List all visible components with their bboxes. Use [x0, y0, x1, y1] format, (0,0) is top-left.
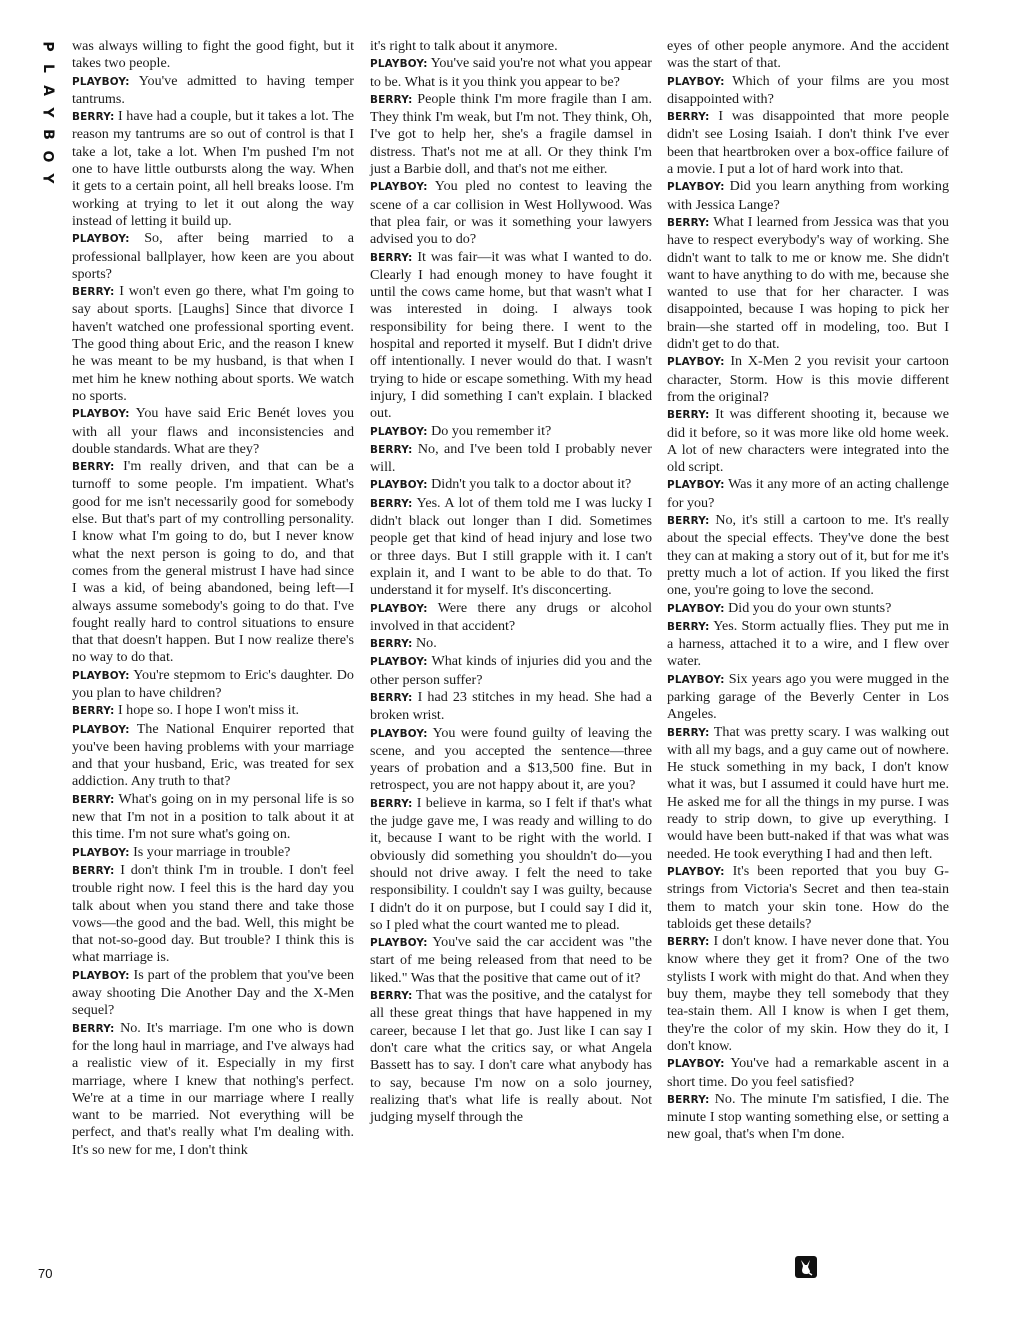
text-column-3	[667, 38, 949, 1144]
speaker-label: PLAYBOY:	[72, 669, 130, 682]
paragraph-text: You've said you're not what you appear to be. What is it you think you appear to be?	[370, 55, 652, 90]
paragraph-text: Were there any drugs or alcohol involved in that accident?	[370, 599, 652, 634]
paragraph-text: You've had a remarkable ascent in a short time. Do you feel satisfied?	[667, 1055, 949, 1090]
speaker-label: PLAYBOY:	[667, 673, 725, 686]
speaker-label: PLAYBOY:	[370, 479, 428, 492]
paragraph-text: That was pretty scary. I was walking out with all my bags, and a guy came out of nowhere. He stuck something in my back, I don't know what it was, but I assumed it could have hurt me. He asked me for all the things in my purse. I was ready to strip down, to give up everything. I would have been butt-naked if that was what was needed. He took everything I had and then left.	[667, 723, 949, 862]
paragraph-text: I have had a couple, but it takes a lot. The reason my tantrums are so out of control is that I take a lot, take a lot. When I'm pushed I'm not one to have little outbursts along the way. When it gets to a certain point, all hell breaks loose. I'm working at trying to let it out along the way instead of letting it build up.	[72, 108, 354, 229]
paragraph-text: So, after being married to a professional ballplayer, how keen are you about sports?	[72, 230, 354, 282]
paragraph-text: What kinds of injuries did you and the other person suffer?	[370, 653, 652, 688]
paragraph-text: Six years ago you were mugged in the parking garage of the Beverly Center in Los Angeles.	[667, 670, 949, 723]
interview-paragraph	[370, 38, 652, 55]
paragraph-text: You've said the car accident was "the start of me being released from that need to be liked." Was that the positive that came out of it?	[370, 934, 652, 986]
interview-paragraph	[370, 635, 652, 653]
interview-paragraph	[370, 653, 652, 689]
interview-paragraph	[72, 73, 354, 109]
paragraph-text: I had 23 stitches in my head. She had a broken wrist.	[370, 688, 653, 724]
spine-letter: O	[39, 150, 56, 163]
paragraph-text: It's been reported that you buy G-strings from Victoria's Secret and then tea-stain them to match your skin tone. How do the tabloids get these details?	[667, 862, 949, 932]
speaker-label: BERRY:	[72, 286, 115, 299]
speaker-label: BERRY:	[370, 251, 413, 264]
paragraph-text: I don't know. I have never done that. You know where they get it from? One of the two stylists I work with might do that. And when they buy them, maybe they tell somebody that they tea-stain them. All I know is when I get them, they're the color of my skin. How they do it, I don't know.	[667, 933, 949, 1054]
paragraph-text: No, and I've been told I probably never will.	[370, 440, 652, 476]
paragraph-text: Is your marriage in trouble?	[133, 843, 291, 860]
speaker-label: PLAYBOY:	[667, 181, 725, 194]
speaker-label: BERRY:	[667, 111, 710, 124]
interview-paragraph	[72, 458, 354, 667]
paragraph-text: What I learned from Jessica was that you have to respect everybody's way of working. She didn't want to talk to me or know me. She didn't want to have anything to do with me, because she wanted to use that for her character. I was disappointed, because I was hoping to pick her brain—she started off in modeling, too. But I didn't get to do that.	[667, 213, 949, 353]
spine-letter: A	[39, 85, 56, 96]
paragraph-text: People think I'm more fragile than I am. They think I'm weak, but I'm not. They think, Oh, I've got to help her, she's a fragile damsel in distress. That's not me at all. Or they think I'm just a Barbie doll, and that's not me either.	[370, 90, 652, 178]
paragraph-text: I hope so. I hope I won't miss it.	[117, 702, 300, 719]
interview-paragraph	[72, 230, 354, 283]
interview-paragraph	[370, 689, 652, 725]
paragraph-text: You pled no contest to leaving the scene of a car collision in West Hollywood. Was that plea fair, or was it something your lawyers advised you to do?	[370, 178, 652, 248]
speaker-label: PLAYBOY:	[72, 723, 130, 736]
speaker-label: PLAYBOY:	[370, 727, 428, 740]
interview-paragraph	[72, 791, 354, 844]
paragraph-text: Was it any more of an acting challenge for you?	[667, 476, 949, 511]
paragraph-text: It was different shooting it, because we did it before, so it was more like old home week. A lot of new characters were integrated into the old script.	[667, 406, 950, 476]
paragraph-text: Yes. Storm actually flies. They put me in a harness, attached it to a wire, and I flew over water.	[667, 617, 949, 670]
speaker-label: BERRY:	[370, 691, 413, 704]
speaker-label: BERRY:	[370, 497, 413, 510]
interview-paragraph	[667, 724, 949, 863]
speaker-label: BERRY:	[370, 443, 413, 456]
spine-letter: Y	[39, 173, 56, 184]
speaker-label: BERRY:	[667, 515, 710, 528]
interview-paragraph	[667, 1055, 949, 1091]
interview-paragraph	[72, 721, 354, 791]
interview-paragraph	[370, 249, 652, 423]
paragraph-text: It was fair—it was what I wanted to do. Clearly I had enough money to have fought it until the cows came home, but that wasn't what I was interested in doing. I always took responsibility for being there. I went to the hospital and reported it myself. But I didn't drive off intentionally. I never would do that. I wasn't trying to hide or escape something. With my head injury, I did something I can't explain. I blacked out.	[370, 248, 652, 422]
speaker-label: BERRY:	[667, 409, 710, 422]
speaker-label: PLAYBOY:	[667, 75, 725, 88]
paragraph-text: No. It's marriage. I'm one who is down for the long haul in marriage, and I've always had a realistic view of it. Especially in my first marriage, where I knew that nothing's perfect. We're at a time in our marriage where I really want to be married. Not everything will be perfect, and that's really what I'm dealing with. It's so new for me, I don't think	[72, 1019, 354, 1158]
interview-paragraph	[72, 844, 354, 862]
paragraph-text: eyes of other people anymore. And the accident was the start of that.	[667, 38, 949, 72]
interview-paragraph	[667, 178, 949, 214]
paragraph-text: No. The minute I'm satisfied, I die. The minute I stop wanting something else, or setting a new goal, that's when I'm done.	[667, 1090, 949, 1143]
interview-paragraph	[370, 725, 652, 795]
paragraph-text: I was disappointed that more people didn't see Losing Isaiah. I don't think I've ever been that heartbroken over a box-office failure of a movie. I put a lot of hard work into that.	[667, 108, 949, 178]
speaker-label: PLAYBOY:	[72, 846, 130, 859]
speaker-label: PLAYBOY:	[370, 58, 428, 71]
speaker-label: BERRY:	[72, 705, 115, 718]
spine-letter: B	[39, 129, 56, 140]
spine-letter: P	[39, 41, 56, 52]
spine-letter: L	[39, 64, 56, 73]
interview-paragraph	[667, 671, 949, 724]
interview-paragraph	[370, 441, 652, 477]
speaker-label: BERRY:	[72, 864, 115, 877]
interview-paragraph	[370, 495, 652, 600]
interview-paragraph	[667, 406, 949, 476]
paragraph-text: Do you remember it?	[431, 422, 552, 439]
paragraph-text: it's right to talk about it anymore.	[370, 38, 558, 54]
speaker-label: BERRY:	[667, 620, 710, 633]
speaker-label: BERRY:	[72, 461, 115, 474]
interview-paragraph	[370, 178, 652, 248]
rabbit-head-logo-icon	[795, 1256, 817, 1278]
speaker-label: PLAYBOY:	[667, 356, 725, 369]
speaker-label: BERRY:	[370, 797, 413, 810]
speaker-label: PLAYBOY:	[370, 425, 428, 438]
speaker-label: BERRY:	[667, 1093, 710, 1106]
interview-paragraph	[72, 702, 354, 720]
paragraph-text: No, it's still a cartoon to me. It's really about the special effects. They've done the best they can at making a story out of it, but for me it's pretty much a lot of action. If you liked the first one, you're going to love the second.	[667, 512, 949, 599]
interview-paragraph	[370, 600, 652, 636]
interview-paragraph	[667, 108, 949, 178]
interview-paragraph	[370, 476, 652, 494]
interview-paragraph	[72, 283, 354, 405]
paragraph-text: I don't think I'm in trouble. I don't feel trouble right now. I feel this is the hard day you talk about when you stand there and take those vows—the good and the bad. Well, this might be that not-so-good day. But trouble? I think this is what marriage is.	[72, 861, 354, 966]
interview-paragraph	[667, 512, 949, 599]
interview-paragraph	[72, 967, 354, 1020]
speaker-label: BERRY:	[72, 1022, 115, 1035]
interview-paragraph	[370, 987, 652, 1126]
speaker-label: PLAYBOY:	[370, 602, 428, 615]
speaker-label: BERRY:	[72, 111, 115, 124]
interview-paragraph	[370, 934, 652, 987]
interview-paragraph	[370, 55, 652, 91]
paragraph-text: Did you do your own stunts?	[728, 599, 892, 616]
speaker-label: PLAYBOY:	[667, 1058, 725, 1071]
speaker-label: PLAYBOY:	[72, 408, 130, 421]
paragraph-text: You're stepmom to Eric's daughter. Do you plan to have children?	[72, 666, 354, 701]
page-number: 70	[38, 1266, 53, 1281]
interview-paragraph	[667, 933, 949, 1055]
speaker-label: BERRY:	[667, 936, 710, 949]
text-column-1	[72, 38, 354, 1159]
interview-paragraph	[667, 214, 949, 353]
speaker-label: BERRY:	[370, 93, 413, 106]
speaker-label: PLAYBOY:	[667, 602, 725, 615]
speaker-label: PLAYBOY:	[72, 969, 130, 982]
paragraph-text: I'm really driven, and that can be a turnoff to some people. I'm impatient. What's good for me isn't necessarily good for somebody else. But that's part of my controlling personality. I know what I'm going to do, but I never know what the next person is going to do, and that comes from the general mistrust I have had since I was a kid, of being abandoned, being left—I always assume somebody's going to do that. I've fought really hard to control situations to ensure that that doesn't happen. But I now realize there's no way to do that.	[72, 458, 354, 666]
interview-paragraph	[667, 618, 949, 671]
interview-paragraph	[667, 1091, 949, 1144]
speaker-label: PLAYBOY:	[667, 479, 725, 492]
speaker-label: PLAYBOY:	[72, 233, 130, 246]
speaker-label: PLAYBOY:	[370, 656, 428, 669]
interview-paragraph	[72, 667, 354, 703]
paragraph-text: Did you learn anything from working with Jessica Lange?	[667, 178, 949, 213]
interview-paragraph	[667, 353, 949, 406]
interview-paragraph	[667, 38, 949, 73]
paragraph-text: You have said Eric Benét loves you with all your flaws and inconsistencies and double standards. What are they?	[72, 405, 354, 457]
paragraph-text: Didn't you talk to a doctor about it?	[431, 476, 632, 493]
interview-paragraph	[72, 405, 354, 458]
interview-paragraph	[72, 38, 354, 73]
paragraph-text: No.	[415, 635, 437, 652]
paragraph-text: In X-Men 2 you revisit your cartoon character, Storm. How is this movie different from the original?	[667, 353, 949, 405]
interview-paragraph	[370, 91, 652, 178]
paragraph-text: Which of your films are you most disappointed with?	[667, 72, 949, 107]
interview-paragraph	[667, 863, 949, 933]
speaker-label: BERRY:	[667, 726, 710, 739]
magazine-spine-title	[36, 38, 58, 187]
speaker-label: PLAYBOY:	[72, 75, 130, 88]
speaker-label: BERRY:	[370, 638, 413, 651]
interview-paragraph	[72, 108, 354, 230]
speaker-label: PLAYBOY:	[370, 937, 428, 950]
paragraph-text: was always willing to fight the good fight, but it takes two people.	[72, 38, 354, 72]
paragraph-text: You were found guilty of leaving the scene, and you accepted the sentence—three years of probation and a $13,500 fine. But in retrospect, you are not happy about it, are you?	[370, 724, 652, 794]
interview-paragraph	[667, 600, 949, 618]
paragraph-text: The National Enquirer reported that you've been having problems with your marriage and that your husband, Eric, was treated for sex addiction. Any truth to that?	[72, 720, 354, 790]
interview-paragraph	[667, 476, 949, 512]
interview-paragraph	[370, 423, 652, 441]
interview-paragraph	[72, 1020, 354, 1159]
interview-paragraph	[72, 862, 354, 967]
paragraph-text: You've admitted to having temper tantrums.	[72, 72, 354, 107]
interview-paragraph	[667, 73, 949, 109]
paragraph-text: Is part of the problem that you've been away shooting Die Another Day and the X-Men sequel?	[72, 966, 354, 1019]
text-column-2	[370, 38, 652, 1126]
speaker-label: BERRY:	[370, 990, 413, 1003]
paragraph-text: I won't even go there, what I'm going to say about sports. [Laughs] Since that divorce I haven't watched one professional sporting event. The good thing about Eric, and the reason I knew he was meant to be my husband, is that when I met him he knew nothing about sports. We watch no sports.	[72, 283, 354, 404]
spine-letter: Y	[39, 107, 56, 118]
paragraph-text: I believe in karma, so I felt if that's what the judge gave me, I was ready and willing to do it, because I want to be right with the world. I obviously did something you shouldn't do—you should not drive away. I felt the need to take responsibility. I couldn't say I was guilty, because I didn't do it on purpose, but I could say I did it, so I pled what the court wanted me to plead.	[370, 794, 653, 933]
speaker-label: BERRY:	[667, 216, 710, 229]
speaker-label: BERRY:	[72, 793, 115, 806]
speaker-label: PLAYBOY:	[370, 181, 428, 194]
paragraph-text: What's going on in my personal life is so new that I'm not in a position to talk about it at this time. I'm not sure what's going on.	[72, 790, 354, 843]
paragraph-text: That was the positive, and the catalyst for all these great things that have happened in my career, because I let that go. Just like I can say I don't care what the critics say, or what Angela Bassett has to say. I don't care what anybody has to say, because I'm now on a solo journey, realizing that's what life is really about. Not judging myself through the	[370, 987, 652, 1126]
speaker-label: PLAYBOY:	[667, 865, 725, 878]
paragraph-text: Yes. A lot of them told me I was lucky I didn't black out longer than I did. Sometimes people get that kind of head injury and lose two or three days. But I still grapple with it. I can't explain it, and I want to be able to do that. To understand it for myself. It's disconcerting.	[370, 494, 652, 599]
interview-paragraph	[370, 795, 652, 934]
